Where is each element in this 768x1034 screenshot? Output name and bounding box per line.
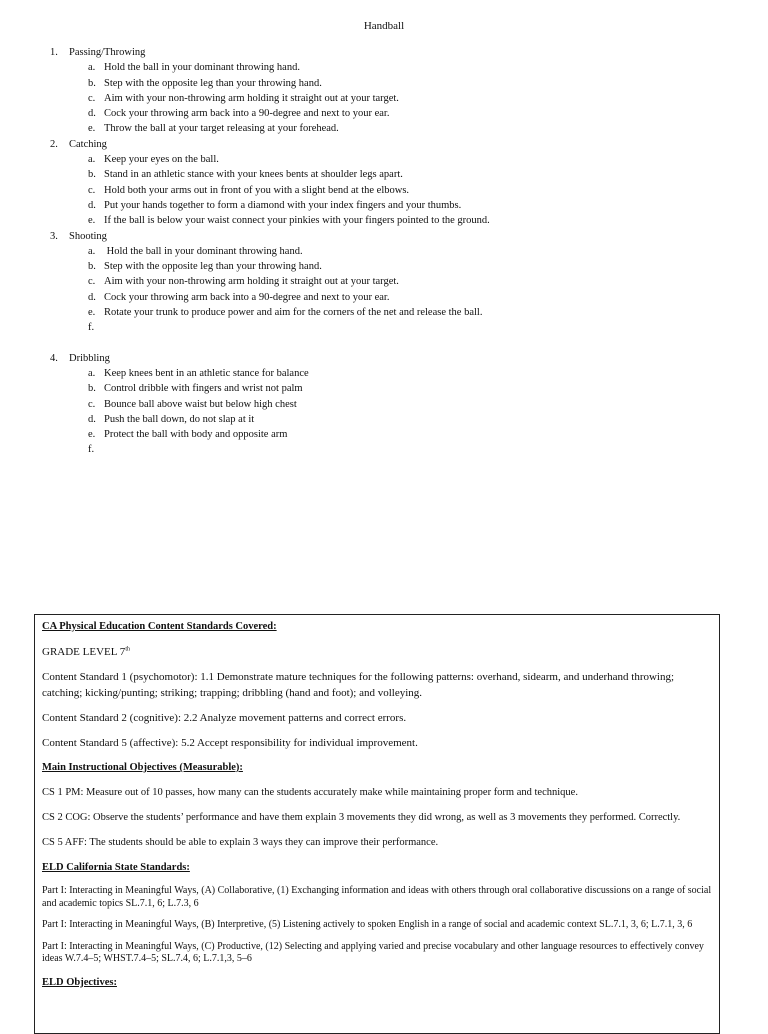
item-letter: e.	[88, 307, 96, 319]
item-letter: b.	[88, 169, 96, 181]
section-passing-throwing	[50, 45, 750, 137]
section-number: 4.	[50, 352, 58, 364]
item-text: Control dribble with fingers and wrist not palm	[104, 383, 303, 395]
list-item	[50, 213, 750, 228]
section-heading	[50, 45, 750, 60]
section-number: 2.	[50, 138, 58, 150]
item-letter: d.	[88, 291, 96, 303]
section-title: Dribbling	[69, 352, 110, 364]
item-text: Bounce ball above waist but below high chest	[104, 398, 297, 410]
item-letter: f.	[88, 444, 95, 456]
item-text: Protect the ball with body and opposite arm	[104, 429, 288, 441]
item-text: Aim with your non-throwing arm holding it straight out at your target.	[104, 276, 399, 288]
list-item	[50, 427, 750, 442]
item-text: Throw the ball at your target releasing at your forehead.	[104, 123, 339, 135]
item-letter: c.	[88, 92, 96, 104]
item-letter: a.	[88, 154, 96, 166]
eld-heading: ELD California State Standards:	[42, 862, 190, 873]
list-item	[50, 274, 750, 289]
eld-standard-interpretive: Part I: Interacting in Meaningful Ways, (B) Interpretive, (5) Listening actively to spoken English in a range of social and academic context SL.7.1, 3, 6; L.7.1, 3, 6	[42, 919, 693, 930]
objective-cs1: CS 1 PM: Measure out of 10 passes, how many can the students accurately make while maintaining proper form and technique.	[42, 787, 578, 798]
handball-outline	[50, 45, 750, 458]
item-text: Keep knees bent in an athletic stance for balance	[104, 367, 309, 379]
item-text: Cock your throwing arm back into a 90-degree and next to your ear.	[104, 291, 390, 303]
item-text: Step with the opposite leg than your throwing hand.	[104, 77, 322, 89]
list-item	[50, 183, 750, 198]
list-item	[50, 167, 750, 182]
sub-list	[50, 60, 750, 136]
objectives-heading: Main Instructional Objectives (Measurable):	[42, 762, 243, 773]
item-letter: a.	[88, 245, 96, 257]
item-text: Rotate your trunk to produce power and aim for the corners of the net and release the ball.	[104, 307, 483, 319]
eld-standard-productive: Part I: Interacting in Meaningful Ways, (C) Productive, (12) Selecting and applying varied and precise vocabulary and other language resources to effectively convey ideas W.7.4–5; WHST.7.4–5; SL.7.4, 6; L.7.1,3, 5–6	[42, 940, 704, 964]
objective-cs5: CS 5 AFF: The students should be able to explain 3 ways they can improve their performance.	[42, 837, 439, 848]
section-catching	[50, 137, 750, 229]
item-letter: b.	[88, 261, 96, 273]
list-item	[50, 397, 750, 412]
item-text: Hold the ball in your dominant throwing hand.	[104, 62, 300, 74]
item-text: If the ball is below your waist connect your pinkies with your fingers pointed to the ground.	[104, 215, 490, 227]
item-text: Hold both your arms out in front of you with a slight bend at the elbows.	[104, 184, 410, 196]
standards-heading: CA Physical Education Content Standards Covered:	[42, 621, 277, 632]
standards-table	[34, 614, 720, 1034]
item-text: Put your hands together to form a diamond with your index fingers and your thumbs.	[104, 199, 462, 211]
list-item	[50, 381, 750, 396]
eld-objectives-heading: ELD Objectives:	[42, 976, 117, 988]
item-text: Stand in an athletic stance with your knees bents at shoulder legs apart.	[104, 169, 403, 181]
objective-cs2: CS 2 COG: Observe the students’ performance and have them explain 3 movements they did wrong, as well as 3 movements they performed. Correctly.	[42, 812, 681, 823]
item-letter: d.	[88, 413, 96, 425]
grade-level-text: GRADE LEVEL 7	[42, 646, 126, 658]
grade-level-suffix: th	[125, 646, 130, 653]
section-heading	[50, 137, 750, 152]
content-standard-5: Content Standard 5 (affective): 5.2 Accept responsibility for individual improvement.	[42, 737, 418, 749]
list-item	[50, 91, 750, 106]
sub-list	[50, 244, 750, 336]
list-item	[50, 442, 750, 457]
section-heading	[50, 229, 750, 244]
item-letter: c.	[88, 398, 96, 410]
eld-standard-collaborative: Part I: Interacting in Meaningful Ways, (A) Collaborative, (1) Exchanging information and ideas with others through oral collaborative discussions on a range of social and academic topics SL.7.1, 6; L.7.3, 6	[42, 885, 712, 909]
page-title: Handball	[363, 20, 405, 32]
item-text: Push the ball down, do not slap at it	[104, 413, 255, 425]
list-item	[50, 121, 750, 136]
list-item	[50, 290, 750, 305]
spacer	[50, 336, 750, 351]
item-letter: a.	[88, 62, 96, 74]
section-title: Shooting	[69, 230, 107, 242]
list-item	[50, 244, 750, 259]
list-item	[50, 366, 750, 381]
item-letter: d.	[88, 199, 96, 211]
list-item	[50, 320, 750, 335]
sub-list	[50, 152, 750, 228]
section-title: Catching	[69, 138, 107, 150]
item-letter: a.	[88, 367, 96, 379]
item-letter: e.	[88, 215, 96, 227]
item-letter: e.	[88, 123, 96, 135]
list-item	[50, 305, 750, 320]
section-title: Passing/Throwing	[69, 47, 146, 58]
section-heading	[50, 351, 750, 366]
section-number: 3.	[50, 230, 58, 242]
list-item	[50, 106, 750, 121]
item-letter: e.	[88, 429, 96, 441]
list-item	[50, 60, 750, 75]
list-item	[50, 259, 750, 274]
content-standard-2: Content Standard 2 (cognitive): 2.2 Analyze movement patterns and correct errors.	[42, 712, 407, 724]
item-text: Step with the opposite leg than your throwing hand.	[104, 261, 322, 273]
item-letter: f.	[88, 322, 95, 334]
list-item	[50, 152, 750, 167]
sub-list	[50, 366, 750, 458]
item-text: Cock your throwing arm back into a 90-degree and next to your ear.	[104, 108, 390, 120]
section-shooting	[50, 229, 750, 336]
item-text: Aim with your non-throwing arm holding it straight out at your target.	[104, 92, 399, 104]
section-number: 1.	[50, 47, 58, 58]
list-item	[50, 412, 750, 427]
item-text: Keep your eyes on the ball.	[104, 154, 219, 166]
item-letter: c.	[88, 276, 96, 288]
item-text: Hold the ball in your dominant throwing hand.	[104, 245, 303, 257]
grade-level	[42, 644, 712, 660]
section-dribbling	[50, 351, 750, 458]
list-item	[50, 76, 750, 91]
item-letter: c.	[88, 184, 96, 196]
item-letter: d.	[88, 108, 96, 120]
content-standard-1: Content Standard 1 (psychomotor): 1.1 Demonstrate mature techniques for the following patterns: overhand, sidearm, and underhand throwing; catching; kicking/punting; striking; trapping; dribbling (hand and foot); and volleying.	[42, 671, 675, 699]
item-letter: b.	[88, 77, 96, 89]
list-item	[50, 198, 750, 213]
item-letter: b.	[88, 383, 96, 395]
